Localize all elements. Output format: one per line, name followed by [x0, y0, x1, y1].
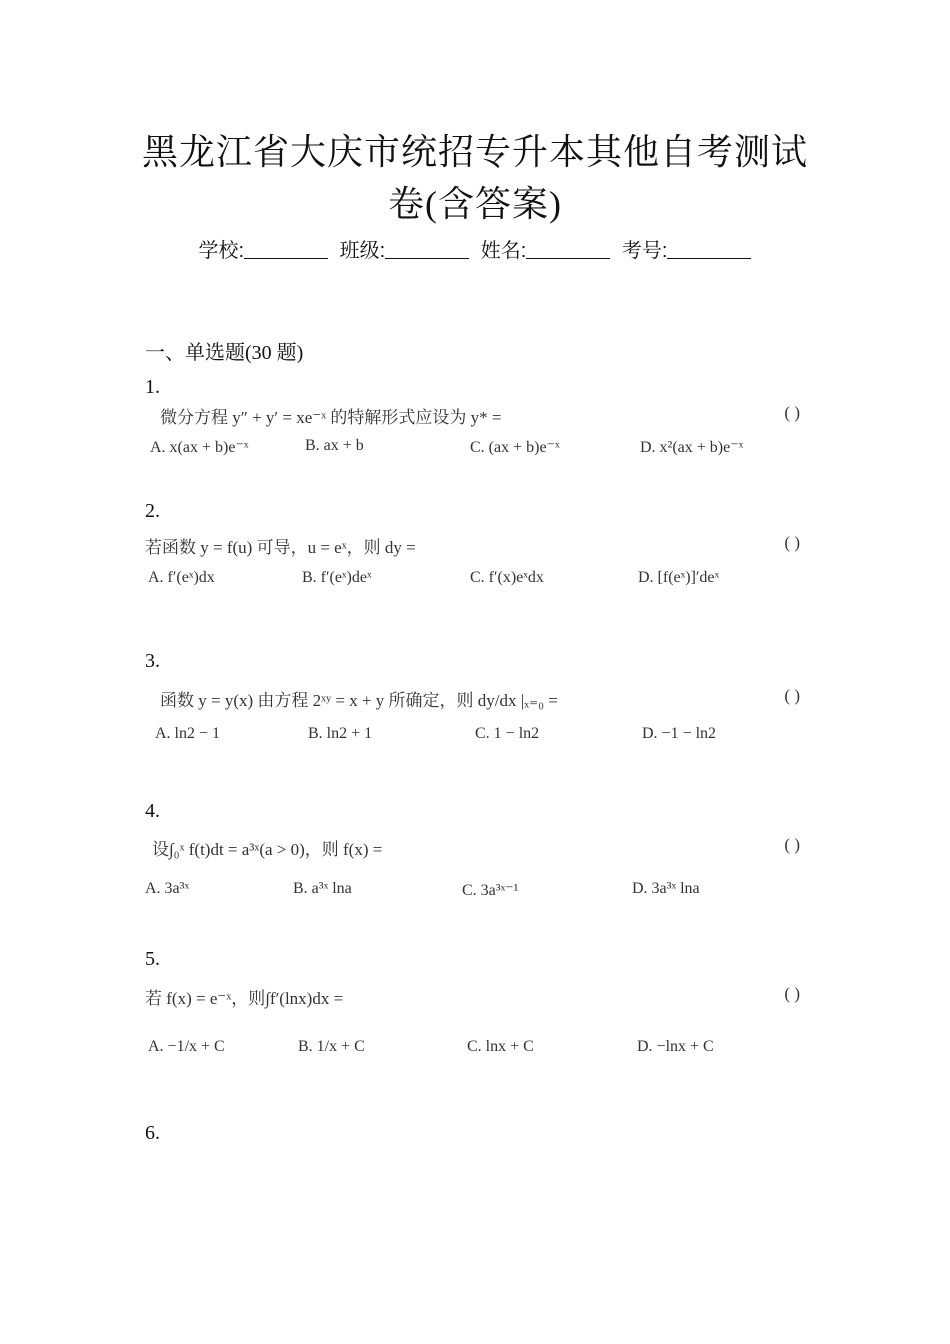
option-a: A. f′(eˣ)dx	[148, 569, 215, 586]
answer-paren: ( )	[784, 686, 800, 705]
question-stem: 函数 y = y(x) 由方程 2ˣʸ = x + y 所确定，则 dy/dx |ₓ₌₀ =	[160, 691, 558, 710]
option-d: D. [f(eˣ)]′deˣ	[638, 569, 720, 586]
question-stem: 微分方程 y″ + y′ = xe⁻ˣ 的特解形式应设为 y* =	[160, 408, 502, 427]
option-c: C. lnx + C	[467, 1038, 534, 1055]
field-name: 姓名:	[481, 234, 611, 263]
field-class: 班级:	[340, 234, 470, 263]
option-c: C. 1 − ln2	[475, 725, 540, 742]
option-c: C. 3a³ˣ⁻¹	[462, 882, 519, 899]
option-a: A. ln2 − 1	[155, 725, 221, 742]
class-blank[interactable]	[385, 240, 469, 259]
question-stem: 设∫₀ˣ f(t)dt = a³ˣ(a > 0)，则 f(x) =	[152, 840, 383, 859]
field-exam-number: 考号:	[622, 234, 752, 263]
question-number: 5.	[145, 948, 160, 970]
question-stem: 若函数 y = f(u) 可导，u = eˣ，则 dy =	[145, 538, 416, 557]
answer-paren: ( )	[784, 835, 800, 854]
section-heading: 一、单选题(30 题)	[145, 342, 304, 364]
option-d: D. 3a³ˣ lna	[632, 880, 700, 897]
option-c: C. f′(x)eˣdx	[470, 569, 544, 586]
option-a: A. x(ax + b)e⁻ˣ	[150, 439, 249, 456]
option-b: B. a³ˣ lna	[293, 880, 352, 897]
question-number: 2.	[145, 500, 160, 522]
question-stem: 若 f(x) = e⁻ˣ，则∫f′(lnx)dx =	[145, 989, 344, 1008]
page-title: 黑龙江省大庆市统招专升本其他自考测试	[141, 132, 808, 172]
field-school: 学校:	[199, 234, 329, 263]
question-number: 1.	[145, 376, 160, 398]
option-b: B. 1/x + C	[298, 1038, 365, 1055]
answer-paren: ( )	[784, 533, 800, 552]
school-blank[interactable]	[244, 240, 328, 259]
exam-number-blank[interactable]	[667, 240, 751, 259]
option-b: B. ax + b	[305, 437, 364, 454]
option-b: B. f′(eˣ)deˣ	[302, 569, 372, 586]
answer-paren: ( )	[784, 403, 800, 422]
option-d: D. −1 − ln2	[642, 725, 717, 742]
option-d: D. x²(ax + b)e⁻ˣ	[640, 439, 744, 456]
student-info-fields	[0, 234, 950, 263]
option-d: D. −lnx + C	[637, 1038, 714, 1055]
option-b: B. ln2 + 1	[308, 725, 373, 742]
name-blank[interactable]	[526, 240, 610, 259]
answer-paren: ( )	[784, 984, 800, 1003]
question-number: 3.	[145, 650, 160, 672]
question-number: 4.	[145, 800, 160, 822]
option-a: A. −1/x + C	[148, 1038, 225, 1055]
option-a: A. 3a³ˣ	[145, 880, 190, 897]
question-number: 6.	[145, 1122, 160, 1144]
option-c: C. (ax + b)e⁻ˣ	[470, 439, 560, 456]
page-title-continued: 卷(含答案)	[388, 184, 562, 224]
